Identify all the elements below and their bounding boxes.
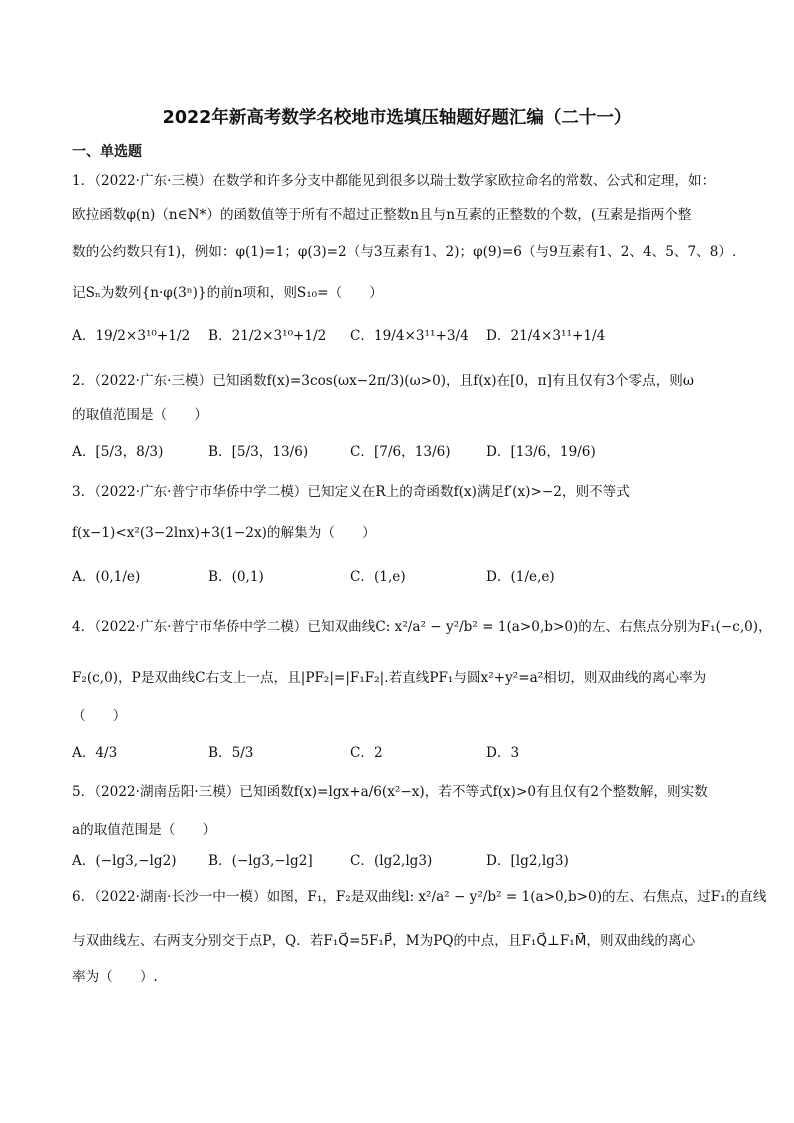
section-heading: 一、单选题: [72, 144, 142, 160]
q4-line3: （ ）: [72, 708, 127, 724]
q5-option-b[interactable]: B．(−lg3,−lg2]: [208, 853, 313, 869]
q5-option-d[interactable]: D．[lg2,lg3): [486, 853, 569, 869]
q1-line3: 数的公约数只有1)，例如：φ(1)=1；φ(3)=2（与3互素有1、2)；φ(9)=6（与9互素有1、2、4、5、7、8）.: [72, 244, 737, 260]
q2-option-b[interactable]: B．[5/3，13/6): [208, 444, 309, 460]
q4-option-b[interactable]: B．5/3: [208, 745, 254, 761]
q4-options: [72, 735, 732, 767]
q3-line2: f(x−1)<x²(3−2lnx)+3(1−2x)的解集为（ ）: [72, 525, 376, 541]
q4-option-d[interactable]: D．3: [486, 745, 520, 761]
q5-option-a[interactable]: A．(−lg3,−lg2): [72, 853, 177, 869]
q5-line2: a的取值范围是（ ）: [72, 822, 217, 838]
q2-option-c[interactable]: C．[7/6，13/6): [350, 444, 451, 460]
q3-option-a[interactable]: A．(0,1/e): [72, 569, 141, 585]
q3-option-d[interactable]: D．(1/e,e): [486, 569, 555, 585]
q1-option-a[interactable]: A．19/2×3¹⁰+1/2: [72, 328, 191, 344]
q3-option-b[interactable]: B．(0,1): [208, 569, 264, 585]
q5-options: [72, 843, 732, 875]
q5-option-c[interactable]: C．(lg2,lg3): [350, 853, 433, 869]
q1-option-d[interactable]: D．21/4×3¹¹+1/4: [486, 328, 606, 344]
q3-line1: 3．（2022·广东·普宁市华侨中学二模）已知定义在R上的奇函数f(x)满足f′(x)>−2，则不等式: [72, 484, 630, 500]
q2-options: [72, 434, 732, 466]
q1-option-c[interactable]: C．19/4×3¹¹+3/4: [350, 328, 469, 344]
q6-line1: 6．（2022·湖南·长沙一中一模）如图，F₁，F₂是双曲线l: x²/a² − y²/b² = 1(a>0,b>0)的左、右焦点，过F₁的直线: [72, 889, 767, 905]
q2-line1: 2．（2022·广东·三模）已知函数f(x)=3cos(ωx−2π/3)(ω>0)，且f(x)在[0，π]有且仅有3个零点，则ω: [72, 373, 694, 389]
q2-option-d[interactable]: D．[13/6，19/6): [486, 444, 596, 460]
q3-options: [72, 559, 732, 591]
q1-option-b[interactable]: B．21/2×3¹⁰+1/2: [208, 328, 327, 344]
q2-line2: 的取值范围是（ ）: [72, 407, 208, 423]
q3-option-c[interactable]: C．(1,e): [350, 569, 406, 585]
q6-line3: 率为（ ）.: [72, 969, 158, 985]
q1-line2: 欧拉函数φ(n)（n∈N*）的函数值等于所有不超过正整数n且与n互素的正整数的个数，(互素是指两个整: [72, 207, 692, 223]
q4-line2: F₂(c,0)，P是双曲线C右支上一点，且|PF₂|=|F₁F₂|.若直线PF₁与圆x²+y²=a²相切，则双曲线的离心率为: [72, 670, 707, 686]
q4-line1: 4．（2022·广东·普宁市华侨中学二模）已知双曲线C: x²/a² − y²/b² = 1(a>0,b>0)的左、右焦点分别为F₁(−c,0)，: [72, 619, 772, 635]
q2-option-a[interactable]: A．[5/3，8/3): [72, 444, 164, 460]
q5-line1: 5．（2022·湖南岳阳·三模）已知函数f(x)=lgx+a/6(x²−x)，若不等式f(x)>0有且仅有2个整数解，则实数: [72, 784, 708, 800]
q4-option-a[interactable]: A．4/3: [72, 745, 118, 761]
q4-option-c[interactable]: C．2: [350, 745, 383, 761]
q1-line4: 记Sₙ为数列{n·φ(3ⁿ)}的前n项和，则S₁₀=（ ）: [72, 285, 383, 301]
q1-line1: 1．（2022·广东·三模）在数学和许多分支中都能见到很多以瑞士数学家欧拉命名的常数、公式和定理，如：: [72, 173, 716, 189]
q1-options: [72, 318, 732, 350]
q6-line2: 与双曲线左、右两支分别交于点P，Q．若F₁Q⃗=5F₁P⃗，M为PQ的中点，且F₁Q⃗⊥F₁M⃗，则双曲线的离心: [72, 933, 696, 949]
document-title: 2022年新高考数学名校地市选填压轴题好题汇编（二十一）: [162, 108, 632, 128]
